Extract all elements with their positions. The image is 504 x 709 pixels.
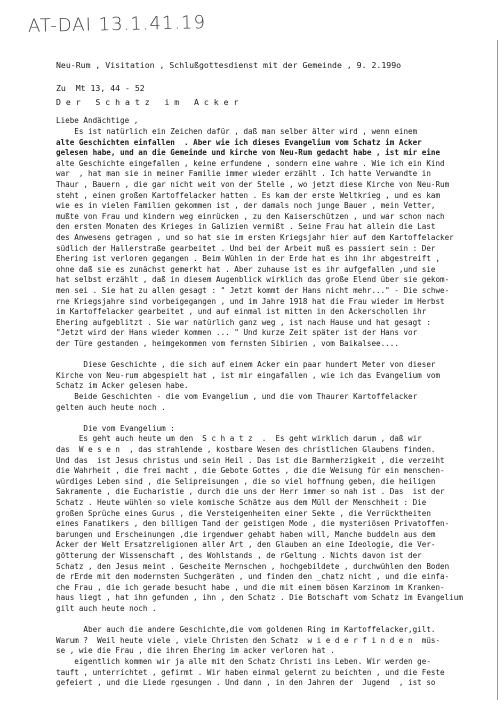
text-line: gilt auch heute noch .: [56, 604, 157, 613]
text-line: die Wahrheit , die frei macht , die Gebote Gottes , die die Weisung für ein menschen-: [56, 466, 445, 476]
text-line: wie es in vielen Familien gekommen ist , der damals noch junge Bauer , mein Vetter,: [56, 201, 436, 211]
document-header: Neu-Rum , Visitation , Schlußgottesdienst mit der Gemeinde , 9. 2.199o: [56, 60, 402, 70]
text-line: alte Geschichte eingefallen , keine erfundene , sondern eine wahre . Wie ich ein Kind: [56, 158, 445, 168]
text-line: tauft , unterrichtet , gefirmt . Wir haben einmal gelernt zu beichten , und die Feste: [56, 667, 445, 677]
text-line: Thaur , Bauern , die gar nicht weit von der Stelle , wo jetzt diese Kirche von Neu-Rum: [56, 180, 450, 189]
text-line: Schatz , den Jesus meint . Gescheite Mernschen , hochgebildete , durchwühlen den Boden: [56, 561, 450, 571]
text-line: Es geht auch heute um den S c h a t z . Es geht wirklich darum , daß wir: [56, 434, 422, 444]
text-line: Warum ? Weil heute viele , viele Christen den Schatz w i e d e r f i n d e n müs-: [56, 635, 441, 645]
sermon-title: D e r S c h a t z i m A c k e r: [56, 97, 239, 107]
text-line: Sakramente , die Eucharistie , durch die uns der Herr immer so nah ist . Das ist der: [56, 487, 445, 497]
text-line: rne Kriegsjahre sind vorbeigegangen , und im Jahre 1918 hat die Frau wieder im Herbst: [56, 296, 445, 306]
text-line: de rErde mit den modernsten Suchgeräten , und finden den _chatz nicht , und die einfa-: [56, 572, 450, 582]
text-line: gelesen habe, und an die Gemeinde und kirche von Neu-Rum gedacht habe , ist mir eine: [56, 148, 441, 158]
text-line: mußte von Frau und kindern weg einrücken , zu den Kaiserschützen , und war schon nach: [56, 211, 445, 221]
text-line: Schatz im Acker gelesen habe.: [56, 381, 189, 391]
salutation: Liebe Andächtige ,: [56, 116, 139, 125]
text-line: haus liegt , hat ihn gefunden , ihn , den Schatz . Die Botschaft vom Schatz im Evangelium: [56, 593, 463, 603]
text-line: Diese Geschichte , die sich auf einem Acker ein paar hundert Meter von dieser: [56, 360, 436, 370]
text-line: war , hat man sie in meiner Familie immer wieder erzählt . Ich hatte Verwandte in: [56, 169, 431, 179]
text-line: Es ist natürlich ein Zeichen dafür , daß man selber älter wird , wenn einem: [56, 127, 418, 136]
text-line: Beide Geschichten - die vom Evangelium , und die vom Thaurer Kartoffelacker: [56, 392, 418, 401]
text-line: ohne daß sie es zunächst gemerkt hat . Aber zuhause ist es ihr aufgefallen ,und sie: [56, 264, 436, 274]
text-line: das W e s e n , das strahlende , kostbare Wesen des christlichen Glaubens finden.: [56, 445, 436, 454]
text-line: gefeiert , und die Liede rgesungen . Und dann , in den Jahren der Jugend , ist so: [56, 678, 436, 688]
text-line: würdiges Leben sind , die Selipreisungen , die so viel hoffnung geben, die heiligen: [56, 476, 436, 486]
text-line: den ersten Monaten des Krieges in Galizien vermißt . Seine Frau hat allein die Last: [56, 222, 436, 232]
page-edge: [497, 40, 498, 700]
text-line: se , wie die Frau , die ihren Ehering im acker verloren hat .: [56, 646, 335, 656]
text-line: Aber auch die andere Geschichte,die vom goldenen Ring im Kartoffelacker,gilt.: [56, 625, 436, 635]
text-line: gelten auch heute noch .: [56, 402, 166, 412]
text-line: Schatz . Heute wühlen so viele komische Schätze aus dem Müll der Menschheit : Die: [56, 498, 427, 507]
text-line: Acker der Welt Ersatzreligionen aller Art , den Glauben an eine Ideologie, die Ver-: [56, 540, 436, 550]
text-line: che Frau , die ich gerade besucht habe , und die mit einem bösen Karzinom im Kranken-: [56, 582, 445, 592]
text-line: götterung der Wissenschaft , des Wohlstands , de rGeltung . Nichts davon ist der: [56, 551, 422, 560]
text-line: "Jetzt wird der Hans wieder kommen ... " Und kurze Zeit später ist der Hans vor: [56, 328, 418, 338]
text-line: men sei . Sie hat zu allen gesagt : " Jetzt kommt der Hans nicht mehr..." - Die schwe-: [56, 286, 450, 295]
text-line: Kirche von Neu-rum abgespielt hat , ist mir eingafallen , wie ich das Evangelium vom: [56, 370, 441, 380]
text-line: eines Fanatikers , den billigen Tand der geistigen Mode , die mysteriösen Privatoffen-: [56, 519, 450, 529]
text-line: großen Sprüche eines Gurus , die Versteigenheiten einer Sekte , die Verrücktheiten: [56, 508, 431, 518]
text-line: südlich der Hallerstraße gearbeitet . Und bei der Arbeit muß es passiert sein : Der: [56, 243, 436, 253]
text-line: barungen und Erscheinungen ,die irgendwer gehabt haben will, Manche buddeln aus dem: [56, 529, 436, 539]
text-line: eigentlich kommen wir ja alle mit den Schatz Christi ins Leben. Wir werden ge-: [56, 657, 431, 666]
text-line: Ehering aufgeblitzt . Sie war natürlich ganz weg , ist nach Hause und hat gesagt :: [56, 317, 431, 327]
text-line: Und das ist Jesus christus und sein Heil . Das ist die Barmherzigkeit , die verzeiht: [56, 455, 445, 465]
text-line: steht , einen großen Kartoffelacker hatten . Es kam der erste Weltkrieg , und es kam: [56, 190, 441, 200]
archive-stamp: AT-DAI 13.1.41.19: [27, 12, 207, 37]
text-line: hat selbst erzählt , daß in diesem Augenblick wirklich das große Elend über sie gekom-: [56, 275, 450, 285]
text-line: des Anwesens getragen , und so hat sie im ersten Kriegsjahr hier auf dem Kartoffelacker: [56, 233, 454, 242]
bible-reference: Zu Mt 13, 44 - 52: [56, 83, 145, 93]
text-line: im Kartoffelacker gearbeitet , und auf einmal ist mitten in den Ackerschollen ihr: [56, 307, 427, 317]
text-line: Die vom Evangelium :: [56, 423, 175, 433]
text-line: alte Geschichten einfallen . Aber wie ich dieses Evangelium vom Schatz im Acker: [56, 137, 422, 147]
text-line: Ehering ist verloren gegangen . Beim Wühlen in der Erde hat es ihn ihr abgestreift ,: [56, 254, 441, 264]
text-line: der Türe gestanden , heimgekommen vom fernsten Sibirien , vom Baikalsee....: [56, 339, 399, 348]
